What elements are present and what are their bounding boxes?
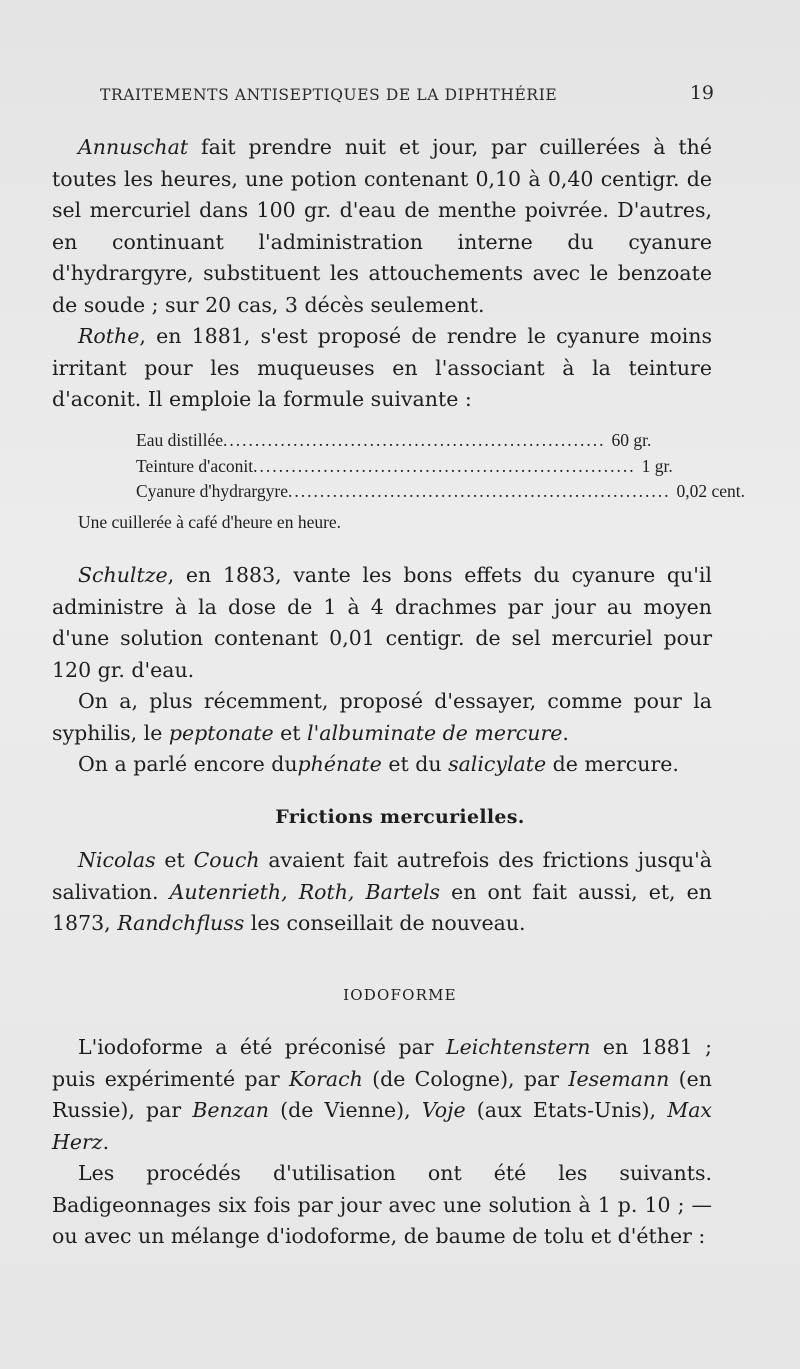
body-text-top	[52, 132, 712, 416]
paragraph-schultze	[52, 560, 712, 686]
author-name: Nicolas	[78, 848, 156, 872]
paragraph-text: (de Vienne),	[268, 1098, 422, 1122]
leader-dots: ............................................................	[223, 430, 606, 450]
author-name: Autenrieth, Roth, Bartels	[169, 879, 441, 904]
section-heading-frictions: Frictions mercurielles.	[275, 806, 525, 828]
running-title: TRAITEMENTS ANTISEPTIQUES DE LA DIPHTHÉRIE	[100, 86, 558, 104]
paragraph-text: les conseillait de nouveau.	[244, 911, 526, 935]
paragraph-text: et	[273, 720, 308, 745]
ingredient-label: Teinture d'aconit	[136, 455, 254, 476]
paragraph-text: .	[562, 720, 569, 745]
paragraph-text: (de Cologne), par	[362, 1066, 569, 1091]
body-text-middle	[52, 560, 712, 781]
compound-name: peptonate	[168, 720, 274, 745]
paragraph-annuschat	[52, 132, 712, 321]
formula-row	[136, 428, 681, 454]
author-name: Voje	[421, 1098, 466, 1122]
paragraph-text: avaient fait autrefois des frictions jusqu'à salivation.	[52, 848, 713, 904]
paragraph-text: , en 1883, vante les bons effets du cyanure qu'il administre à la dose de 1 à 4 drachmes par jour au moyen d'une solution contenant 0,01 centigr. de sel mercuriel pour 120 gr. d'eau.	[52, 563, 712, 682]
paragraph-text: en 1881 ; puis expérimenté par	[52, 1035, 712, 1091]
ingredient-label: Eau distillée	[136, 430, 223, 450]
author-name: Leichtenstern	[445, 1035, 591, 1059]
author-name: Annuschat	[78, 135, 189, 159]
compound-name: l'albuminate de mercure	[307, 720, 563, 745]
author-name: Max Herz	[52, 1098, 712, 1154]
paragraph-text: .	[102, 1129, 110, 1154]
paragraph-peptonate	[52, 686, 712, 749]
paragraph-iodoforme	[52, 1032, 712, 1158]
paragraph-text: (aux Etats-Unis),	[465, 1098, 668, 1122]
paragraph-text: et du	[381, 752, 449, 776]
leader-dots: ............................................................	[288, 481, 671, 501]
paragraph-text: de mercure.	[546, 752, 679, 776]
ingredient-dose: 1 gr.	[641, 455, 673, 476]
author-name: Couch	[193, 848, 260, 872]
author-name: Benzan	[192, 1098, 269, 1122]
ingredient-dose: 0,02 cent.	[676, 481, 746, 501]
body-text-frictions	[52, 845, 712, 940]
page-number: 19	[689, 82, 714, 104]
paragraph-frictions	[52, 845, 712, 940]
paragraph-text: On a parlé encore du	[78, 752, 298, 776]
paragraph-phenate	[52, 749, 712, 781]
paragraph-text: et	[155, 848, 194, 872]
author-name: Iesemann	[568, 1066, 670, 1091]
running-header	[100, 82, 714, 104]
paragraph-text: On a, plus récemment, proposé d'essayer, comme pour la syphilis, le	[52, 689, 712, 745]
paragraph-text: L'iodoforme a été préconisé par	[78, 1035, 446, 1059]
formula-row	[136, 479, 746, 505]
formula-row	[136, 454, 681, 480]
compound-name: salicylate	[448, 752, 547, 776]
leader-dots: ............................................................	[253, 455, 636, 476]
ingredient-label: Cyanure d'hydrargyre	[136, 481, 289, 501]
paragraph-rothe	[52, 321, 712, 416]
prescription-formula	[136, 428, 746, 505]
author-name: Rothe	[78, 324, 140, 348]
paragraph-text: (en Russie), par	[52, 1066, 712, 1122]
compound-name: phénate	[297, 752, 382, 776]
ingredient-dose: 60 gr.	[611, 430, 652, 450]
paragraph-text: , en 1881, s'est proposé de rendre le cyanure moins irritant pour les muqueuses en l'associant à la teinture d'aconit. Il emploie la formule suivante :	[52, 324, 712, 411]
author-name: Schultze	[78, 563, 168, 587]
section-heading-iodoforme: IODOFORME	[343, 986, 457, 1004]
author-name: Korach	[288, 1066, 363, 1091]
author-name: Randchfluss	[117, 911, 245, 935]
paragraph-text: en ont fait aussi, et, en 1873,	[52, 879, 712, 935]
body-text-iodoforme	[52, 1032, 712, 1253]
paragraph-procedes: Les procédés d'utilisation ont été les suivants. Badigeonnages six fois par jour avec une solution à 1 p. 10 ; — ou avec un mélange d'iodoforme, de baume de tolu et d'éther :	[52, 1161, 712, 1248]
formula-note: Une cuillerée à café d'heure en heure.	[78, 512, 342, 532]
paragraph-text: fait prendre nuit et jour, par cuillerées à thé toutes les heures, une potion contenant 0,10 à 0,40 centigr. de sel mercuriel dans 100 gr. d'eau de menthe poivrée. D'autres, en continuant l'administration interne du cyanure d'hydrargyre, substituent les attouchements avec le benzoate de soude ; sur 20 cas, 3 décès seulement.	[52, 135, 712, 317]
